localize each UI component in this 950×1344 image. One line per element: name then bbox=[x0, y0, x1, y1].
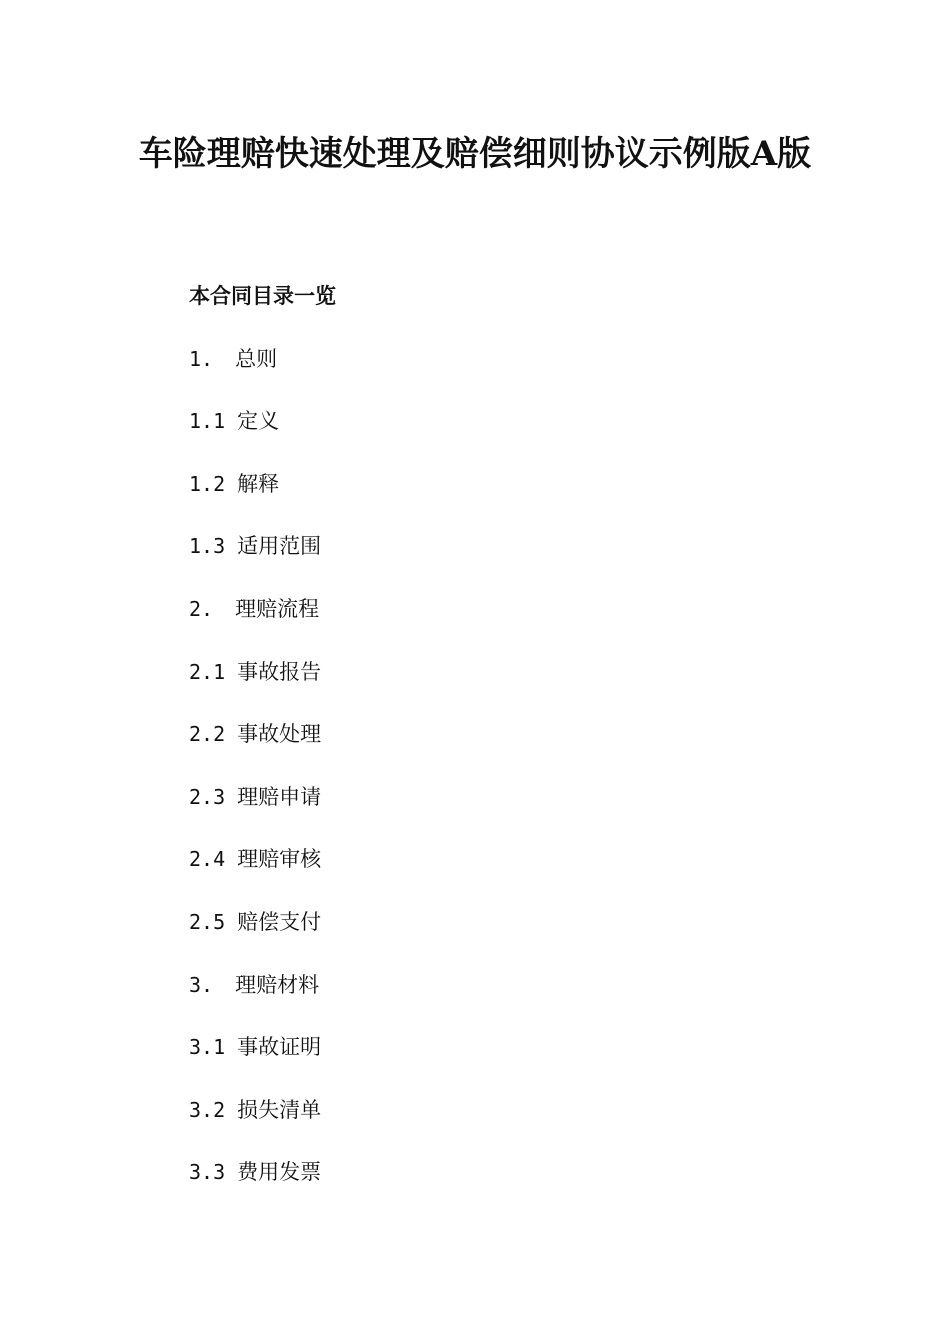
toc-item-number: 1. bbox=[189, 346, 214, 371]
toc-item-number: 1.3 bbox=[189, 534, 226, 559]
toc-item bbox=[189, 777, 336, 840]
toc-item bbox=[189, 1152, 336, 1215]
toc-item bbox=[189, 714, 336, 777]
toc-item-label: 总则 bbox=[235, 346, 278, 371]
toc-item-label: 理赔材料 bbox=[235, 972, 320, 997]
toc-item-label: 解释 bbox=[237, 471, 280, 496]
toc-heading: 本合同目录一览 bbox=[189, 283, 336, 308]
toc-item-number: 2.3 bbox=[189, 784, 226, 809]
toc-item-label: 定义 bbox=[237, 409, 280, 434]
toc-item-number: 2.2 bbox=[189, 722, 226, 747]
toc-item bbox=[189, 526, 336, 589]
toc-item bbox=[189, 339, 336, 402]
toc-item-label: 事故处理 bbox=[237, 722, 322, 747]
toc-item-number: 2.4 bbox=[189, 847, 226, 872]
toc-item-number: 2.1 bbox=[189, 659, 226, 684]
toc-item-label: 理赔审核 bbox=[237, 847, 322, 872]
toc-item bbox=[189, 1090, 336, 1153]
toc-item-number: 1.2 bbox=[189, 471, 226, 496]
toc-item bbox=[189, 902, 336, 965]
toc-item bbox=[189, 652, 336, 715]
toc-item-label: 损失清单 bbox=[237, 1097, 322, 1122]
toc-item-label: 事故报告 bbox=[237, 659, 322, 684]
toc-item-label: 适用范围 bbox=[237, 534, 322, 559]
toc-item-number: 3.2 bbox=[189, 1097, 226, 1122]
toc-item-number: 3.3 bbox=[189, 1160, 226, 1185]
table-of-contents bbox=[189, 276, 336, 1215]
toc-item bbox=[189, 401, 336, 464]
toc-item-label: 费用发票 bbox=[237, 1160, 322, 1185]
toc-item-number: 1.1 bbox=[189, 409, 226, 434]
toc-item-label: 理赔申请 bbox=[237, 784, 322, 809]
toc-item-label: 事故证明 bbox=[237, 1035, 322, 1060]
toc-item bbox=[189, 1027, 336, 1090]
toc-item-number: 2. bbox=[189, 596, 214, 621]
toc-item-label: 赔偿支付 bbox=[237, 909, 322, 934]
toc-item-label: 理赔流程 bbox=[235, 596, 320, 621]
document-title: 车险理赔快速处理及赔偿细则协议示例版A版 bbox=[138, 134, 812, 174]
toc-item bbox=[189, 589, 336, 652]
toc-item-number: 2.5 bbox=[189, 909, 226, 934]
toc-item-number: 3.1 bbox=[189, 1035, 226, 1060]
toc-item bbox=[189, 464, 336, 527]
toc-item bbox=[189, 839, 336, 902]
toc-item-number: 3. bbox=[189, 972, 214, 997]
toc-item bbox=[189, 965, 336, 1028]
